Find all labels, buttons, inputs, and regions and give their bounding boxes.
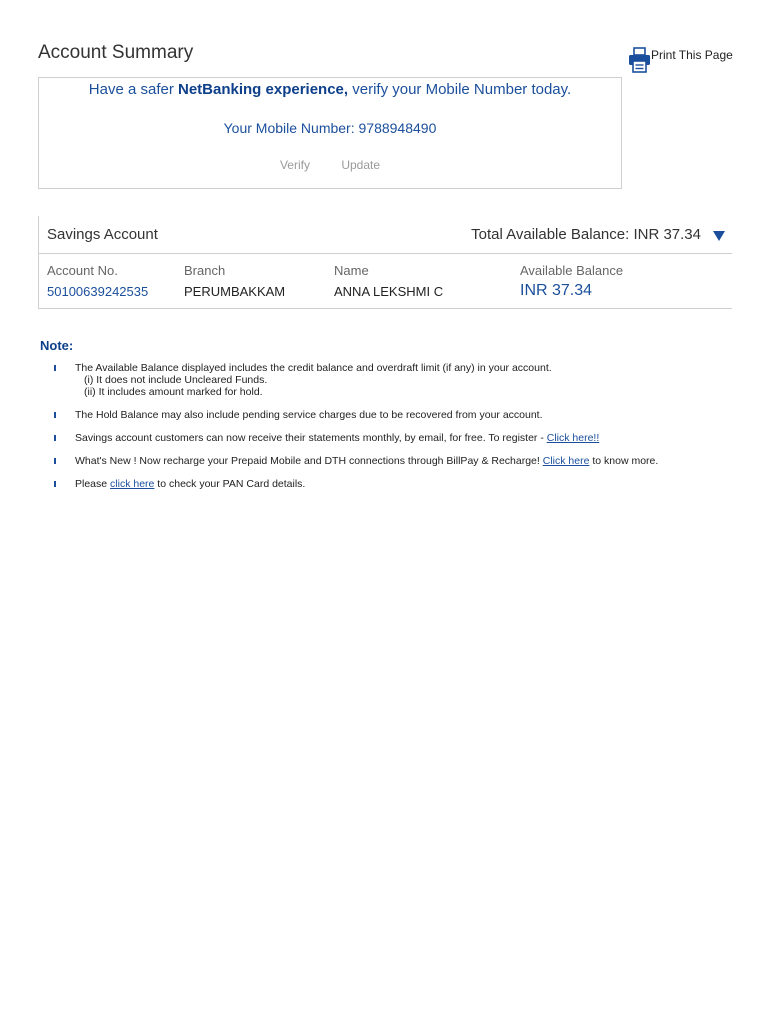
- name-header: Name: [334, 263, 369, 278]
- update-button[interactable]: Update: [341, 158, 381, 172]
- notes-list: [54, 362, 734, 490]
- list-item: The Available Balance displayed includes the credit balance and overdraft limit (if any) in your account. (i) It does not include Uncleared Funds. (ii) It includes amount marked for hold.: [54, 362, 734, 398]
- pan-card-details-link[interactable]: click here: [110, 478, 155, 490]
- account-panel-header[interactable]: [39, 216, 732, 254]
- bullet-icon: [54, 458, 56, 464]
- note-title: Note:: [40, 338, 74, 353]
- account-number-link[interactable]: 50100639242535: [47, 284, 149, 299]
- account-holder-name: ANNA LEKSHMI C: [334, 284, 444, 299]
- available-balance-value: INR 37.34: [520, 282, 593, 299]
- account-no-header: Account No.: [47, 263, 118, 278]
- mobile-number-line: Your Mobile Number: 9788948490: [223, 120, 437, 136]
- mobile-number: 9788948490: [358, 120, 437, 136]
- register-statements-link[interactable]: Click here!!: [546, 432, 600, 444]
- print-page-label: Print This Page: [651, 48, 733, 62]
- total-balance-value: INR 37.34: [633, 226, 701, 243]
- expand-arrow-icon[interactable]: [713, 228, 725, 246]
- bullet-icon: [54, 481, 56, 487]
- list-item: What's New ! Now recharge your Prepaid Mobile and DTH connections through BillPay & Recharge! Click here to know more.: [54, 455, 734, 467]
- mobile-verify-banner: [38, 77, 622, 189]
- branch-value: PERUMBAKKAM: [184, 284, 286, 299]
- list-item: Savings account customers can now receive their statements monthly, by email, for free. To register - Click here!!: [54, 432, 734, 444]
- available-balance-header: Available Balance: [520, 263, 624, 278]
- list-item: The Hold Balance may also include pending service charges due to be recovered from your account.: [54, 409, 734, 421]
- account-type: Savings Account: [47, 226, 158, 243]
- printer-icon: [628, 46, 651, 73]
- verify-actions: [39, 158, 621, 172]
- savings-account-panel: [38, 216, 732, 309]
- verify-prompt-emphasis: NetBanking experience,: [178, 81, 349, 98]
- bullet-icon: [54, 365, 56, 371]
- verify-button[interactable]: Verify: [279, 158, 310, 172]
- total-available-balance: Total Available Balance: INR 37.34: [471, 226, 701, 243]
- list-item: Please click here to check your PAN Card details.: [54, 478, 734, 490]
- bullet-icon: [54, 435, 56, 441]
- page-title: Account Summary: [38, 42, 194, 63]
- print-page-link[interactable]: [628, 46, 733, 73]
- branch-header: Branch: [184, 263, 226, 278]
- bullet-icon: [54, 412, 56, 418]
- billpay-recharge-link[interactable]: Click here: [542, 455, 590, 467]
- verify-prompt: Have a safer NetBanking experience, verify your Mobile Number today.: [88, 81, 572, 98]
